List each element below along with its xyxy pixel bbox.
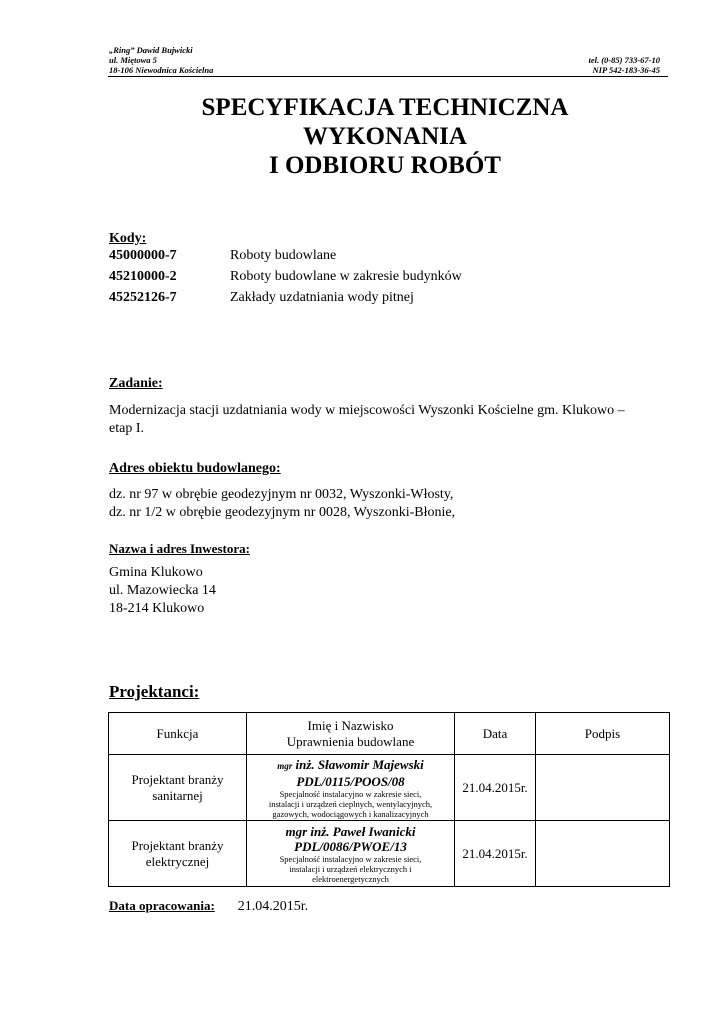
column-header-license-label: Uprawnienia budowlane [286,733,415,749]
code-value: 45000000-7 [109,248,177,263]
column-header-name [247,713,455,755]
designer-date: 21.04.2015r. [455,821,536,887]
contact-info [588,55,660,75]
column-header-name-label: Imię i Nazwisko [307,717,394,733]
title-line: WYKONANIA [303,123,467,150]
prep-date-value: 21.04.2015r. [237,899,309,914]
designer-signature [536,755,670,821]
code-description: Roboty budowlane w zakresie budynków [230,269,462,284]
column-header-date: Data [455,713,536,755]
specialty-line: instalacji i urządzeń cieplnych, wentylacyjnych, [268,798,433,809]
task-heading: Zadanie: [109,376,163,391]
company-name: „Ring” Dawid Bujwicki [109,45,193,55]
company-street: ul. Miętowa 5 [109,55,157,65]
license-number: PDL/0086/PWOE/13 [294,838,407,854]
specialty-line: gazowych, wodociągowych i kanalizacyjnych [272,808,429,819]
specialty-line: Specjalność instalacyjno w zakresie sieci, [279,853,422,864]
designer-date: 21.04.2015r. [455,755,536,821]
address-line: dz. nr 97 w obrębie geodezyjnym nr 0032, Wyszonki-Włosty, [109,487,454,502]
name-prefix: mgr [277,760,293,771]
task-line: Modernizacja stacji uzdatniania wody w miejscowości Wyszonki Kościelne gm. Klukowo – [109,403,625,418]
designer-credentials [247,755,455,821]
name-text: inż. Sławomir Majewski [295,756,424,772]
investor-line: 18-214 Klukowo [109,601,205,616]
table-row [109,821,670,887]
company-city: 18-106 Niewodnica Kościelna [109,65,214,75]
document-title [100,93,670,180]
investor-line: ul. Mazowiecka 14 [109,583,216,598]
code-description: Zakłady uzdatniania wody pitnej [230,290,414,305]
table-header-row [109,713,670,755]
function-line: elektrycznej [145,853,210,869]
company-nip: NIP 542-183-36-45 [592,65,660,75]
prep-date [109,897,308,916]
table-row [109,755,670,821]
specialty-line: elektroenergetycznych [312,873,389,884]
column-header-signature: Podpis [536,713,670,755]
designer-function [109,755,247,821]
designers-heading: Projektanci: [109,682,200,701]
investor-line: Gmina Klukowo [109,565,203,580]
address-text [109,486,455,522]
function-line: sanitarnej [152,787,203,803]
code-row [109,289,414,307]
address-line: dz. nr 1/2 w obrębie geodezyjnym nr 0028, Wyszonki-Błonie, [109,505,456,520]
column-header-function: Funkcja [109,713,247,755]
designer-function [109,821,247,887]
prep-date-label: Data opracowania: [109,898,215,913]
code-row [109,247,336,265]
code-value: 45252126-7 [109,290,177,305]
designer-name [249,757,452,774]
investor-text [109,564,216,618]
function-line: Projektant branży [131,771,224,787]
title-line: SPECYFIKACJA TECHNICZNA [201,94,569,121]
designers-table [108,712,670,887]
investor-heading: Nazwa i adres Inwestora: [109,541,250,556]
task-text [109,402,625,438]
codes-heading: Kody: [109,231,147,246]
designer-signature [536,821,670,887]
designer-name: mgr inż. Paweł Iwanicki [285,823,416,839]
specialty-line: instalacji i urządzeń elektrycznych i [289,863,412,874]
company-phone: tel. (0-85) 733-67-10 [588,55,660,65]
address-heading: Adres obiektu budowlanego: [109,461,281,476]
code-description: Roboty budowlane [230,248,337,263]
designer-credentials [247,821,455,887]
license-number: PDL/0115/POOS/08 [296,773,405,789]
task-line: etap I. [109,421,144,436]
title-line: I ODBIORU ROBÓT [269,152,501,179]
header-divider [108,76,668,77]
code-row [109,268,462,286]
code-value: 45210000-2 [109,269,177,284]
company-info [109,45,213,75]
specialty-line: Specjalność instalacyjno w zakresie sieci, [279,788,422,799]
function-line: Projektant branży [131,837,224,853]
